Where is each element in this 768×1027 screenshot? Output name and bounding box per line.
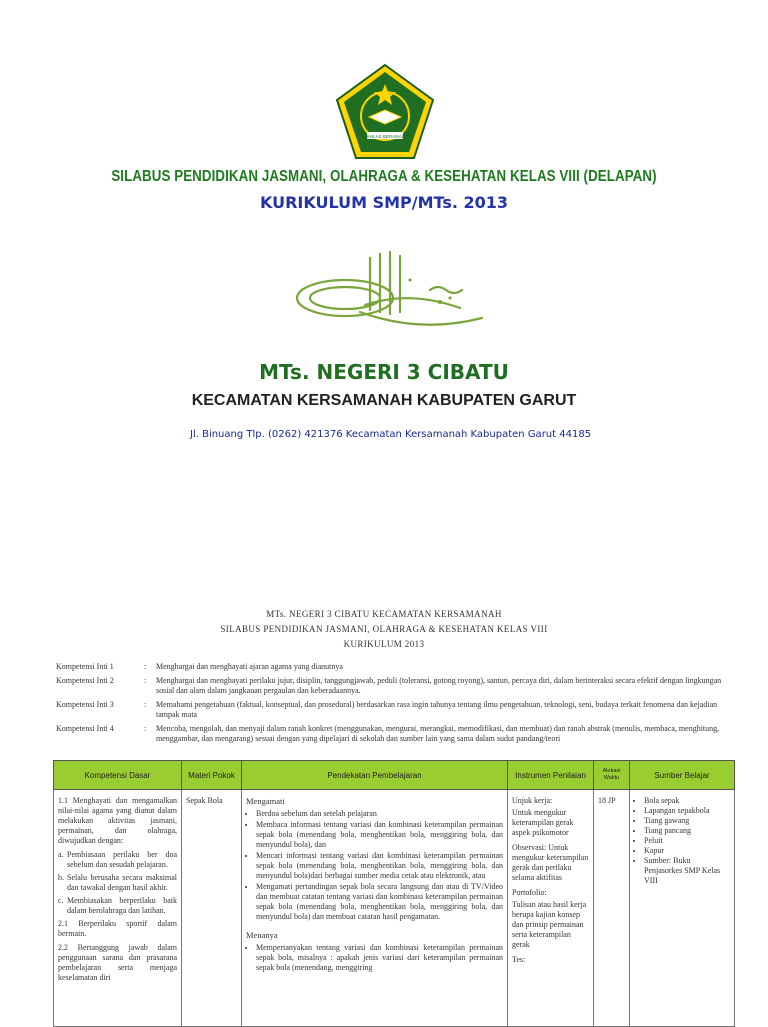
cell-instrumen	[508, 790, 594, 1027]
header-instrumen: Instrumen Penilaian	[508, 761, 594, 790]
cell-kompetensi-dasar	[54, 790, 182, 1027]
calligraphy-emblem-icon	[290, 250, 485, 340]
list-item: • Tiang gawang	[644, 816, 730, 826]
list-item: • Membaca informasi tentang variasi dan kombinasi keterampilan permainan sepak bola (menendang bola, menghentikan bola, menggiring bola, dan menyundul bola), dan	[256, 820, 503, 850]
content-heading-2: SILABUS PENDIDIKAN JASMANI, OLAHRAGA & KESEHATAN KELAS VIII	[220, 624, 548, 634]
instrumen-text: Unjuk kerja:	[512, 796, 553, 805]
cell-materi-pokok: Sepak Bola	[182, 790, 242, 1027]
instrumen-text: Tes:	[512, 955, 526, 964]
list-item: • Peluit	[644, 836, 730, 846]
list-item: • Berdoa sebelum dan setelah pelajaran	[256, 809, 503, 819]
header-kompetensi-dasar: Kompetensi Dasar	[54, 761, 182, 790]
instrumen-text: Observasi: Untuk mengukur keterampilan gerak dan perilaku selama aktifitas	[512, 843, 589, 882]
list-item: • Bola sepak	[644, 796, 730, 806]
table-row	[54, 790, 735, 1027]
sumber-list	[634, 796, 730, 886]
cell-alokasi: 18 JP	[594, 790, 630, 1027]
logo-motto: IKHLAS BERAMAL	[365, 134, 405, 139]
kd-2-1: 2.1 Berperilaku sportif dalam bermain.	[58, 919, 177, 938]
instrumen-text: Portofolio:	[512, 888, 547, 897]
list-item: • Lapangan sepakbola	[644, 806, 730, 816]
syllabus-title: SILABUS PENDIDIKAN JASMANI, OLAHRAGA & KESEHATAN KELAS VIII (DELAPAN)	[111, 168, 657, 185]
list-item: • Sumber: Buku Penjasorkes SMP Kelas VIII	[644, 856, 730, 886]
menanya-list	[246, 943, 503, 973]
list-item: • Mengamati pertandingan sepak bola secara langsung dan atau di TV/Video dan membuat catatan tentang variasi dan kombinasi keterampilan permainan sepak bola (menendang bola, menghentikan bola, menggiring bola, dan menyundul bola) dan membuat catatan hasil pengamatan.	[256, 882, 503, 922]
kompetensi-inti-3: Kompetensi Inti 3 : Memahami pengetahuan (faktual, konseptual, dan prosedural) berdasarkan rasa ingin tahunya tentang ilmu pengetahuan, teknologi, seni, budaya terkait fenomena dan kejadian tampak mata	[56, 700, 718, 719]
school-district: KECAMATAN KERSAMANAH KABUPATEN GARUT	[191, 392, 577, 409]
school-name: MTs. NEGERI 3 CIBATU	[259, 360, 509, 384]
syllabus-table	[53, 760, 735, 1027]
list-item: • Mencari informasi tentang variasi dan kombinasi keterampilan permainan sepak bola (menendang bola, menghentikan bola, menggiring bola, dan menyundul bola)dari berbagai sumber media cetak atau elektronik, atau	[256, 851, 503, 881]
kd-item: a. Pembiasaan perilaku ber doa sebelum dan sesudah pelajaran.	[58, 850, 177, 869]
kompetensi-inti-4: Kompetensi Inti 4 : Mencoba, mengolah, dan menyaji dalam ranah konkret (menggunakan, mengurai, merangkai, memodifikasi, dan membuat) dan ranah abstrak (menulis, membaca, menghitung, menggambar, dan mengarang) sesuai dengan yang dipelajari di sekolah dan sumber lain yang sama dalam sudut pandang/teori	[56, 724, 720, 743]
list-item: • Tiang pancang	[644, 826, 730, 836]
table-header-row	[54, 761, 735, 790]
content-heading-3: KURIKULUM 2013	[343, 639, 425, 649]
content-heading-1: MTs. NEGERI 3 CIBATU KECAMATAN KERSAMANAH	[266, 609, 502, 619]
mengamati-title: Mengamati	[246, 796, 285, 806]
kompetensi-inti-1: Kompetensi Inti 1 : Menghargai dan menghayati ajaran agama yang dianutnya	[56, 662, 343, 671]
instrumen-text: Tulisan atau hasil kerja berupa kajian konsep dan prinsip permainan serta keterampilan gerak	[512, 900, 587, 949]
kd-item: c. Membiasakan berperilaku baik dalam berolahraga dan latihan.	[58, 896, 177, 915]
kd-2-2: 2.2 Bertanggung jawab dalam penggunaan sarana dan prasarana pembelajaran serta menjaga keselamatan diri	[58, 943, 177, 982]
kd-intro: 1.1 Menghayati dan mengamalkan nilai-nilai agama yang dianut dalam melakukan aktivitas jasmani, permainan, dan olahraga, diwujudkan dengan:	[58, 796, 177, 845]
kompetensi-inti-2: Kompetensi Inti 2 : Menghargai dan menghayati perilaku jujur, disiplin, tanggungjawab, peduli (toleransi, gotong royong), santun, percaya diri, dalam berinteraksi secara efektif dengan lingkungan sosial dan alam dalam jangkauan pergaulan dan keberadaannya.	[56, 676, 722, 695]
mengamati-list	[246, 809, 503, 922]
cell-pendekatan	[242, 790, 508, 1027]
instrumen-text: Untuk mengukur keterampilan gerak aspek psikomotor	[512, 808, 574, 837]
list-item: • Mempertanyakan tentang variasi dan kombinasi keterampilan permainan sepak bola, misalnya : apakah jenis variasi dari keterampilan permainan sepak bola (menendang, menggiring	[256, 943, 503, 973]
menanya-title: Menanya	[246, 930, 278, 940]
school-address: Jl. Binuang Tlp. (0262) 421376 Kecamatan Kersamanah Kabupaten Garut 44185	[190, 429, 592, 440]
school-logo	[334, 62, 436, 164]
header-sumber: Sumber Belajar	[630, 761, 735, 790]
header-pendekatan: Pendekatan Pembelajaran	[242, 761, 508, 790]
curriculum-title: KURIKULUM SMP/MTs. 2013	[259, 193, 509, 212]
list-item: • Kapur	[644, 846, 730, 856]
kd-item: b. Selalu berusaha secara maksimal dan tawakal dengan hasil akhir.	[58, 873, 177, 892]
cell-sumber	[630, 790, 735, 1027]
header-materi-pokok: Materi Pokok	[182, 761, 242, 790]
header-alokasi: Alokasi Waktu	[594, 761, 630, 790]
